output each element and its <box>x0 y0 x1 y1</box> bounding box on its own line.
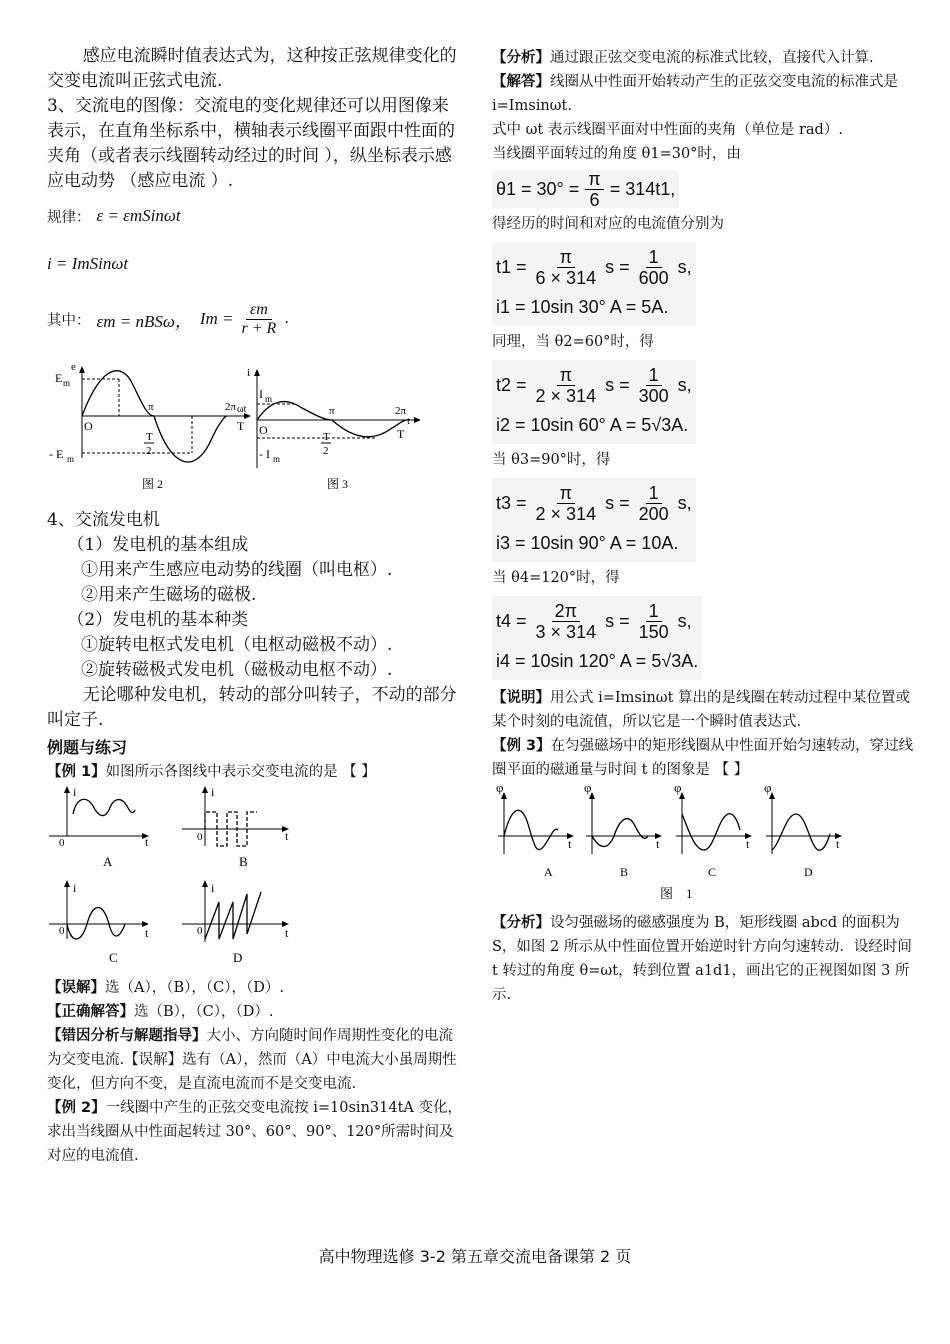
left-column <box>47 44 462 1168</box>
svg-text:T: T <box>237 419 245 433</box>
analysis-2-tag: 【分析】 <box>492 50 550 66</box>
svg-text:2π: 2π <box>225 401 237 413</box>
paragraph-where: 式中 ωt 表示线圈平面对中性面的夹角（单位是 rad）. <box>492 122 843 138</box>
t1-denominator-2: 600 <box>638 267 669 288</box>
svg-text:φ: φ <box>584 784 592 795</box>
section-4-2a: ①旋转电枢式发电机（电枢动磁极不动）. <box>81 635 393 655</box>
section-4-2: （2）发电机的基本种类 <box>67 610 249 630</box>
example-3-graphs <box>492 784 917 909</box>
t4-mid: s = <box>605 610 630 631</box>
examples-title: 例题与练习 <box>47 738 128 757</box>
equation-theta1-box <box>492 170 679 208</box>
t2-denominator-2: 300 <box>638 385 669 406</box>
svg-text:t: t <box>145 835 149 849</box>
t2-numerator: π <box>557 365 575 386</box>
t3-mid: s = <box>605 492 630 513</box>
where-label: 其中： <box>47 312 91 329</box>
t3-denominator-2: 200 <box>638 503 669 524</box>
t3-numerator-2: 1 <box>646 483 662 504</box>
right-tag: 【正确解答】 <box>47 1004 134 1020</box>
svg-text:T: T <box>397 427 405 441</box>
svg-text:i: i <box>73 881 77 895</box>
phi-graph-c-label: C <box>708 865 717 879</box>
wrong-tag: 【误解】 <box>47 980 105 996</box>
paragraph-theta-30: 当线圈平面转过的角度 θ1=30°时，由 <box>492 146 741 162</box>
law-equation-current: i = ImSinωt <box>47 254 129 273</box>
paragraph-get-values: 得经历的时间和对应的电流值分别为 <box>492 216 724 232</box>
where-im: Im = <box>199 309 234 328</box>
svg-text:φ: φ <box>764 784 772 795</box>
t2-unit: s, <box>677 374 692 395</box>
svg-text:E: E <box>55 371 63 385</box>
graph-d <box>182 880 289 965</box>
example-2-text: 一线圈中产生的正弦交变电流按 i=10sin314tA 变化，求出当线圈从中性面起转过 30°、60°、90°、120°所需时间及对应的电流值. <box>47 1100 462 1164</box>
analysis-text: 大小、方向随时间作周期性变化的电流为交变电流.【误解】选有（A），然而（A）中电流大小虽周期性变化，但方向不变，是直流电流而不是交变电流. <box>47 1028 457 1092</box>
svg-text:m: m <box>67 454 75 464</box>
equation-theta1-rhs: = 314t1, <box>609 178 676 199</box>
t1-numerator-2: 1 <box>646 247 662 268</box>
t1-fraction-2 <box>636 247 672 288</box>
t2-mid: s = <box>605 374 630 395</box>
t1-denominator: 6 × 314 <box>535 267 597 288</box>
phi-graph-a-label: A <box>544 865 553 879</box>
t3-denominator: 2 × 314 <box>535 503 597 524</box>
example-1-graphs <box>47 784 347 974</box>
svg-text:φ: φ <box>496 784 504 795</box>
svg-text:ωt: ωt <box>237 404 247 415</box>
svg-text:t: t <box>145 926 149 940</box>
figure-3-caption: 图 3 <box>327 477 349 491</box>
equation-t1-box <box>492 242 696 326</box>
svg-text:- E: - E <box>49 447 64 461</box>
graph-a <box>49 785 149 869</box>
t1-mid: s = <box>605 256 630 277</box>
section-4-1a: ①用来产生感应电动势的线圈（叫电枢）. <box>81 560 393 580</box>
equation-theta1-lhs: θ1 = 30° = <box>496 178 580 199</box>
paragraph-theta-90: 当 θ3=90°时，得 <box>492 452 611 468</box>
svg-text:i: i <box>247 367 251 379</box>
phi-graph-c <box>674 784 752 879</box>
graph-d-label: D <box>233 950 243 965</box>
t3-lhs: t3 = <box>496 492 527 513</box>
t4-unit: s, <box>677 610 692 631</box>
note-text: 用公式 i=Imsinωt 算出的是线圈在转动过程中某位置或某个时刻的电流值，所以它是一个瞬时值表达式. <box>492 690 911 730</box>
example-3-text: 在匀强磁场中的矩形线圈从中性面开始匀速转动，穿过线圈平面的磁通量与时间 t 的图象是 【 】 <box>492 738 914 778</box>
svg-text:t: t <box>656 837 660 851</box>
graph-a-label: A <box>103 854 113 869</box>
svg-text:0: 0 <box>59 837 65 849</box>
equation-theta1-fraction <box>585 169 603 210</box>
phi-graph-d-label: D <box>804 865 813 879</box>
t1-numerator: π <box>557 247 575 268</box>
i3-equation: i3 = 10sin 90° A = 10A. <box>496 532 679 553</box>
analysis-tag: 【错因分析与解题指导】 <box>47 1028 207 1044</box>
svg-text:2: 2 <box>323 445 329 457</box>
t4-denominator: 3 × 314 <box>535 621 597 642</box>
equation-t2-box <box>492 360 696 444</box>
page-footer: 高中物理选修 3-2 第五章交流电备课第 2 页 <box>318 1247 632 1266</box>
svg-text:i: i <box>211 881 215 895</box>
t2-fraction <box>533 365 600 406</box>
phi-graph-a <box>496 784 574 879</box>
svg-text:t: t <box>407 415 411 427</box>
law-row <box>47 194 462 238</box>
svg-text:0: 0 <box>197 831 203 843</box>
t2-numerator-2: 1 <box>646 365 662 386</box>
example-1-text: 如图所示各图线中表示交变电流的是 【 】 <box>105 764 376 780</box>
graph-b <box>182 785 289 869</box>
svg-text:m: m <box>273 454 281 464</box>
where-denominator: r + R <box>241 319 277 337</box>
i1-equation: i1 = 10sin 30° A = 5A. <box>496 296 669 317</box>
t1-unit: s, <box>677 256 692 277</box>
graph-b-label: B <box>239 854 248 869</box>
i4-equation: i4 = 10sin 120° A = 5√3A. <box>496 650 699 671</box>
equation-t3-box <box>492 478 696 562</box>
solution-tag: 【解答】 <box>492 74 550 90</box>
svg-text:0: 0 <box>197 925 203 937</box>
t1-fraction <box>533 247 600 288</box>
section-4-3: 无论哪种发电机，转动的部分叫转子，不动的部分叫定子. <box>47 685 457 730</box>
svg-text:φ: φ <box>674 784 682 795</box>
solution-text: 线圈从中性面开始转动产生的正弦交变电流的标准式是 <box>550 74 898 90</box>
wrong-text: 选（A），（B），（C），（D）. <box>105 980 284 996</box>
svg-text:t: t <box>836 837 840 851</box>
paragraph-theta-60: 同理，当 θ2=60°时，得 <box>492 334 654 350</box>
t4-numerator-2: 1 <box>646 601 662 622</box>
section-4-1: （1）发电机的基本组成 <box>67 535 249 555</box>
t3-fraction-2 <box>636 483 672 524</box>
phi-graph-d <box>764 784 842 879</box>
svg-text:e: e <box>71 361 76 373</box>
where-equation-em: εm = nBSω， <box>96 311 192 331</box>
t4-numerator: 2π <box>552 601 580 622</box>
svg-text:m: m <box>63 378 71 388</box>
equation-t4-box <box>492 596 702 680</box>
equation-pi: π <box>585 169 603 190</box>
figure-2-caption: 图 2 <box>142 477 164 491</box>
svg-text:t: t <box>285 926 289 940</box>
section-4-title: 4、交流发电机 <box>47 510 160 530</box>
svg-text:T: T <box>323 431 330 443</box>
figures-2-3 <box>47 358 462 508</box>
phi-graph-b <box>584 784 662 879</box>
example-3-tag: 【例 3】 <box>492 738 551 754</box>
svg-text:t: t <box>285 829 289 843</box>
graph-c <box>49 880 149 965</box>
t2-denominator: 2 × 314 <box>535 385 597 406</box>
i2-equation: i2 = 10sin 60° A = 5√3A. <box>496 414 689 435</box>
equation-six: 6 <box>589 189 600 210</box>
svg-text:t: t <box>568 837 572 851</box>
note-tag: 【说明】 <box>492 690 550 706</box>
paragraph-instantaneous: 感应电流瞬时值表达式为，这种按正弦规律变化的交变电流叫正弦式电流. <box>47 46 457 91</box>
right-column <box>492 46 917 1007</box>
svg-text:i: i <box>211 785 215 799</box>
svg-text:O: O <box>259 423 268 437</box>
section-4-2b: ②旋转磁极式发电机（磁极动电枢不动）. <box>81 660 393 680</box>
t1-lhs: t1 = <box>496 256 527 277</box>
t4-fraction-2 <box>636 601 672 642</box>
example-1-tag: 【例 1】 <box>47 764 106 780</box>
phi-graph-b-label: B <box>620 865 629 879</box>
analysis-3-tag: 【分析】 <box>492 915 550 931</box>
where-row: 其中： εm = nBSω， Im = $\frac{\varepsilon m}{r + R}$ . <box>47 300 289 337</box>
t3-fraction <box>533 483 600 524</box>
t3-unit: s, <box>677 492 692 513</box>
svg-text:m: m <box>265 394 273 404</box>
svg-text:i: i <box>73 785 77 799</box>
svg-text:I: I <box>259 387 263 401</box>
figure-2 <box>49 361 251 491</box>
right-text: 选（B），（C），（D）. <box>134 1004 274 1020</box>
where-numerator: εm <box>246 301 272 320</box>
law-label: 规律： <box>47 209 91 226</box>
law-equation-emf: ε = εmSinωt <box>96 206 181 225</box>
svg-text:2: 2 <box>146 445 152 457</box>
paragraph-ac-graph: 3、交流电的图像：交流电的变化规律还可以用图像来表示，在直角坐标系中，横轴表示线圈平面跟中性面的夹角（或者表示线圈转动经过的时间 ），纵坐标表示感应电动势 （感应电流 ）. <box>47 96 455 191</box>
t2-fraction-2 <box>636 365 672 406</box>
svg-text:- I: - I <box>259 447 270 461</box>
svg-text:O: O <box>84 419 93 433</box>
paragraph-theta-120: 当 θ4=120°时，得 <box>492 570 620 586</box>
t2-lhs: t2 = <box>496 374 527 395</box>
where-fraction <box>238 301 281 338</box>
t4-denominator-2: 150 <box>638 621 669 642</box>
svg-text:T: T <box>146 431 153 443</box>
section-4-1b: ②用来产生磁场的磁极. <box>81 585 257 605</box>
graph-c-label: C <box>109 950 118 965</box>
svg-text:2π: 2π <box>395 405 407 417</box>
standard-equation: i=Imsinωt. <box>492 98 572 114</box>
t4-lhs: t4 = <box>496 610 527 631</box>
svg-text:t: t <box>746 837 750 851</box>
t4-fraction <box>533 601 600 642</box>
svg-text:π: π <box>329 405 335 417</box>
analysis-3-text: 设匀强磁场的磁感强度为 B，矩形线圈 abcd 的面积为 S，如图 2 所示从中性面位置开始逆时针方向匀速转动．设经时间 t 转过的角度 θ=ωt，转到位置 a1d1，画出它的正视图如图 3 所示. <box>492 915 912 1003</box>
t3-numerator: π <box>557 483 575 504</box>
svg-text:π: π <box>148 401 154 413</box>
figure-1-caption: 图 1 <box>660 886 693 901</box>
analysis-2-text: 通过跟正弦交变电流的标准式比较，直接代入计算. <box>550 50 874 66</box>
law-row-current <box>47 238 462 290</box>
figure-3 <box>247 367 421 491</box>
example-2-tag: 【例 2】 <box>47 1100 106 1116</box>
svg-text:0: 0 <box>59 925 65 937</box>
